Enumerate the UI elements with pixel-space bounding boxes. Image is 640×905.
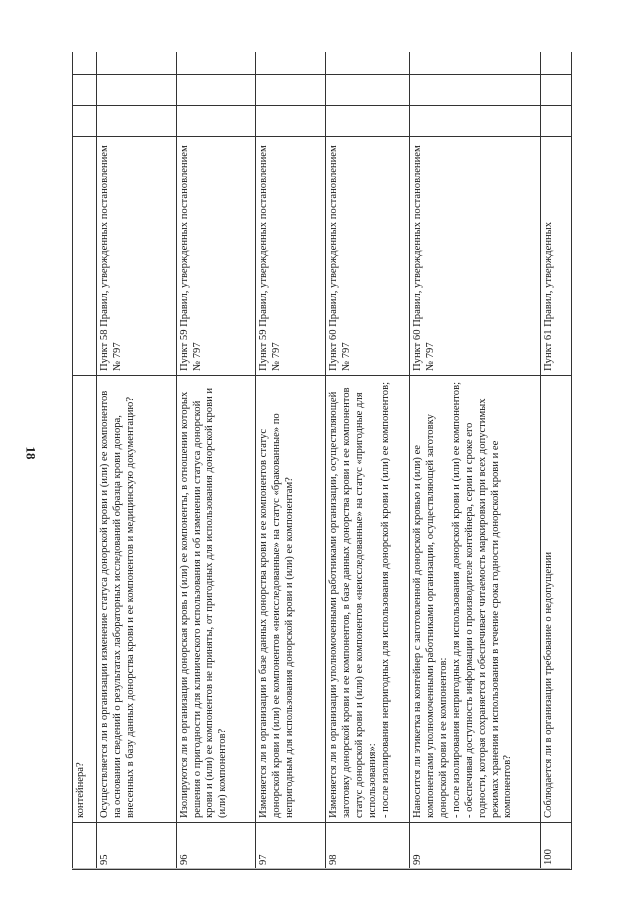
rotated-page-content — [72, 52, 572, 870]
page-number: 18 — [23, 446, 39, 460]
answer-yes-cell — [176, 106, 256, 137]
checklist-table-container — [72, 52, 572, 870]
legal-reference: Пункт 59 Правил, утвержденных постановлением № 797 — [176, 137, 256, 376]
table-row — [409, 52, 540, 870]
requirement-question: Изолируются ли в организации донорская кровь и (или) ее компоненты, в отношении которых решения о пригодности для клинического использования и об изменении статуса донорской крови и (или) ее компонентов не приняты, от пригодных для использования донорской крови и (или) компонентов? — [176, 376, 256, 823]
answer-na-cell — [176, 52, 256, 75]
row-number: 95 — [97, 823, 177, 870]
requirement-question: Изменяется ли в организации уполномоченными работниками организации, осуществляющей заготовку донорской крови и ее компонентов, в базе данных донорства крови и ее компонентов статус донорской крови и (или) ее компонентов «неисследованные» на статус «пригодные для использования»: - после изолирования непригодных для использования донорской крови и (или) ее компонентов; — [326, 376, 410, 823]
legal-reference: Пункт 58 Правил, утвержденных постановлением № 797 — [97, 137, 177, 376]
legal-reference: Пункт 60 Правил, утвержденных постановлением № 797 — [326, 137, 410, 376]
answer-no-cell — [73, 75, 97, 106]
answer-no-cell — [176, 75, 256, 106]
answer-no-cell — [326, 75, 410, 106]
row-number: 99 — [409, 823, 540, 870]
scan-edge-line — [72, 868, 570, 869]
answer-yes-cell — [97, 106, 177, 137]
requirement-question: Осуществляется ли в организации изменение статуса донорской крови и (или) ее компонентов на основании сведений о результатах лабораторных исследований образца крови донора, внесенных в базу данных донорства крови и ее компонентов и медицинскую документацию? — [97, 376, 177, 823]
table-row — [73, 52, 97, 870]
answer-na-cell — [97, 52, 177, 75]
answer-no-cell — [540, 75, 571, 106]
answer-yes-cell — [73, 106, 97, 137]
answer-yes-cell — [326, 106, 410, 137]
row-number: 98 — [326, 823, 410, 870]
requirement-question: контейнера? — [73, 376, 97, 823]
row-number: 97 — [256, 823, 326, 870]
answer-yes-cell — [540, 106, 571, 137]
answer-na-cell — [540, 52, 571, 75]
answer-na-cell — [326, 52, 410, 75]
legal-reference — [73, 137, 97, 376]
answer-yes-cell — [409, 106, 540, 137]
answer-na-cell — [256, 52, 326, 75]
answer-no-cell — [256, 75, 326, 106]
table-row — [326, 52, 410, 870]
requirement-question: Изменяется ли в организации в базе данных донорства крови и ее компонентов статус донорской крови и (или) ее компонентов «неисследованные» на статус «бракованные» по непригодным для использования донорской крови и (или) ее компонентам? — [256, 376, 326, 823]
answer-no-cell — [97, 75, 177, 106]
answer-na-cell — [73, 52, 97, 75]
row-number — [73, 823, 97, 870]
table-row — [97, 52, 177, 870]
answer-yes-cell — [256, 106, 326, 137]
table-row — [540, 52, 571, 870]
requirement-question: Наносится ли этикетка на контейнер с заготовленной донорской кровью и (или) ее компонентами уполномоченными работниками организации, осуществляющей заготовку донорской крови и ее компонентов: - после изолирования непригодных для использования донорской крови и (или) ее компонентов; - обеспечивая доступность информации о производителе контейнера, серии и сроке его годности, которая сохраняется и обеспечивает читаемость маркировки при всех допустимых режимах хранения и использования в течение срока годности донорской крови и ее компонентов? — [409, 376, 540, 823]
table-row — [176, 52, 256, 870]
row-number: 100 — [540, 823, 571, 870]
answer-na-cell — [409, 52, 540, 75]
checklist-table — [72, 52, 572, 870]
legal-reference: Пункт 61 Правил, утвержденных — [540, 137, 571, 376]
checklist-table-body — [73, 52, 572, 870]
legal-reference: Пункт 59 Правил, утвержденных постановлением № 797 — [256, 137, 326, 376]
requirement-question: Соблюдается ли в организации требование о недопущении — [540, 376, 571, 823]
table-row — [256, 52, 326, 870]
legal-reference: Пункт 60 Правил, утвержденных постановлением № 797 — [409, 137, 540, 376]
row-number: 96 — [176, 823, 256, 870]
answer-no-cell — [409, 75, 540, 106]
